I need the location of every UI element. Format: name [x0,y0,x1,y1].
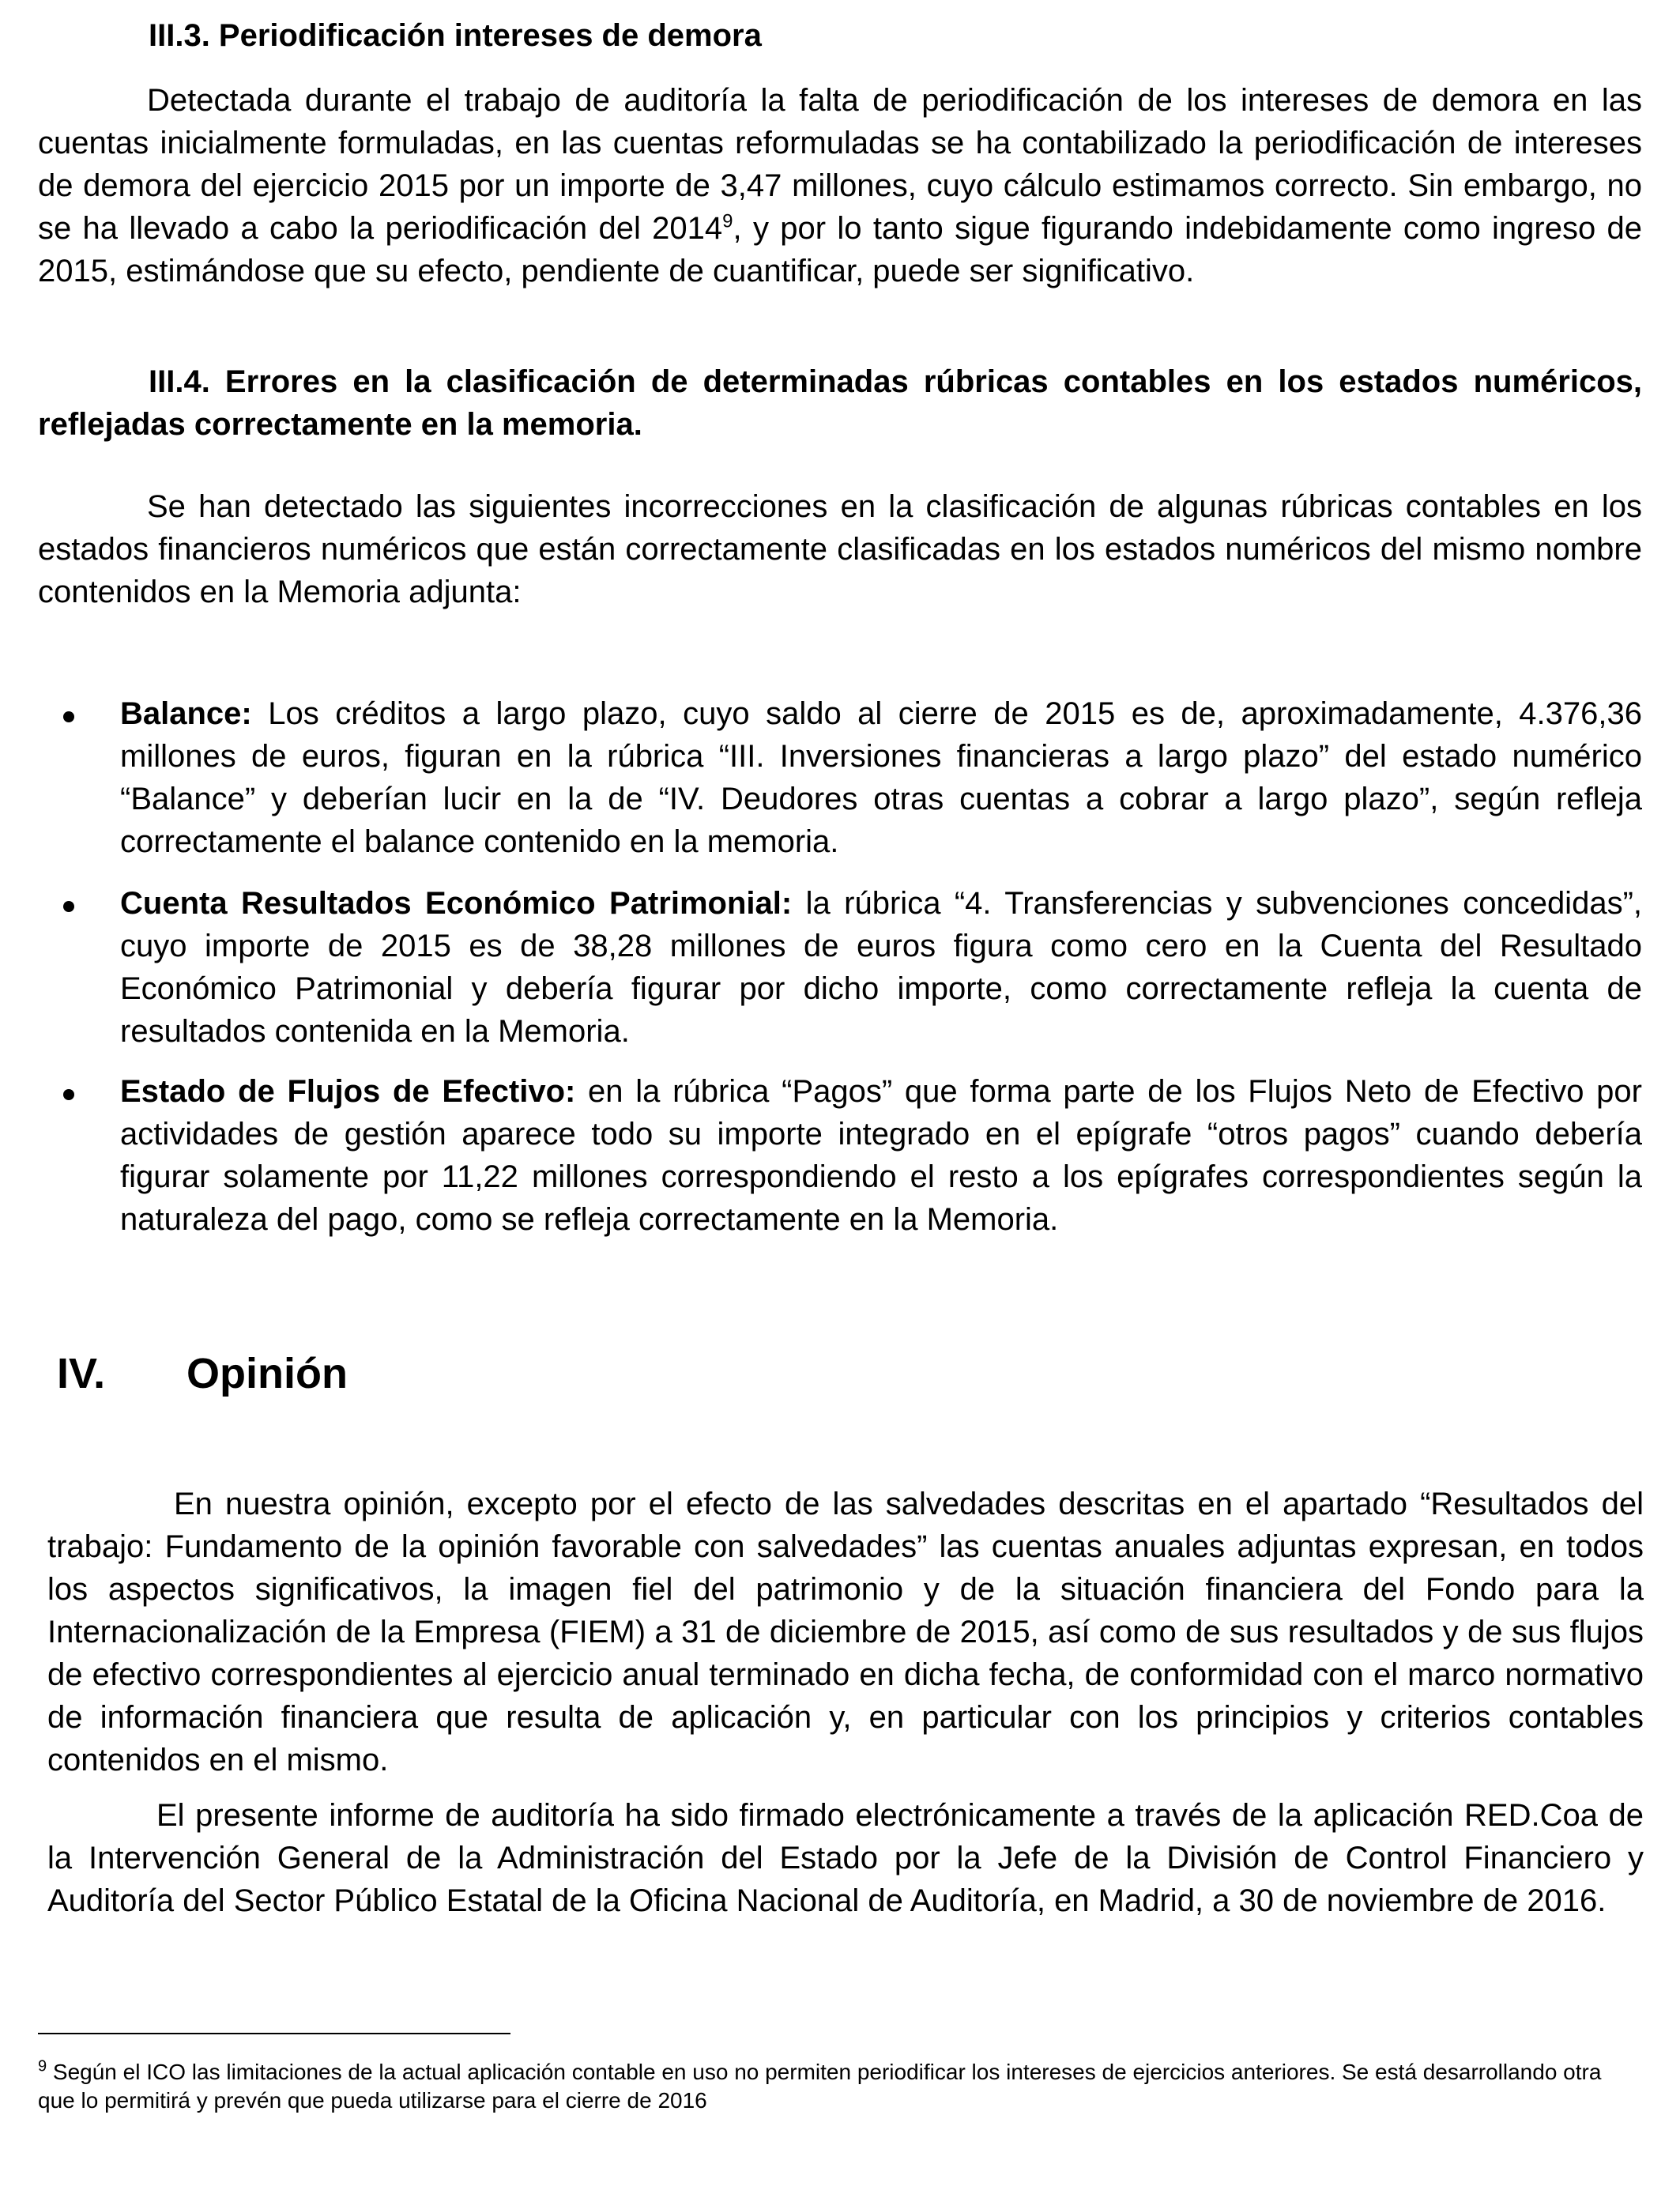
list-item-label: Balance: [120,696,252,731]
footnote-separator [38,2033,510,2034]
section-3-3-heading: III.3. Periodificación intereses de demora [149,18,762,53]
bullet-icon [63,711,74,722]
opinion-paragraph: En nuestra opinión, excepto por el efecto de las salvedades descritas en el apartado “Resultados del trabajo: Fundamento de la opinión favorable con salvedades” las cuentas anuales adjuntas expresan, en todos los aspectos significativos, la imagen fiel del patrimonio y de la situación financiera del Fondo para la Internacionalización de la Empresa (FIEM) a 31 de diciembre de 2015, así como de sus resultados y de sus flujos de efectivo correspondientes al ejercicio anual terminado en dicha fecha, de conformidad con el marco normativo de información financiera que resulta de aplicación y, en particular con los principios y criterios contables contenidos en el mismo. [47,1487,1644,1777]
footnote-number: 9 [38,2057,47,2075]
section-3-3-text-part1: Detectada durante el trabajo de auditoría la falta de periodificación de los intereses de demora en las cuentas inicialmente formuladas, en las cuentas reformuladas se ha contabilizado la periodificación de intereses de demora del ejercicio 2015 por un importe de 3,47 millones, cuyo cálculo estimamos correcto. Sin embargo, no se ha llevado a cabo la periodificación del 2014 [38,83,1642,246]
list-item-text [120,882,1642,1053]
list-item-body: Los créditos a largo plazo, cuyo saldo al cierre de 2015 es de, aproximadamente, 4.376,36 millones de euros, figuran en la rúbrica “III. Inversiones financieras a largo plazo” del estado numérico “Balance” y deberían lucir en la de “IV. Deudores otras cuentas a cobrar a largo plazo”, según refleja correctamente el balance contenido en la memoria. [120,696,1642,859]
section-number: IV. [57,1350,106,1397]
list-item-body: la rúbrica “4. Transferencias y subvenciones concedidas”, cuyo importe de 2015 es de 38,28 millones de euros figura como cero en la Cuenta del Resultado Económico Patrimonial y debería figurar por dicho importe, como correctamente refleja la cuenta de resultados contenida en la Memoria. [120,886,1642,1049]
footnote-reference[interactable]: 9 [722,210,733,232]
footnote-text: Según el ICO las limitaciones de la actual aplicación contable en uso no permiten periodificar los intereses de ejercicios anteriores. Se está desarrollando otra que lo permitirá y prevén que pueda utilizarse para el cierre de 2016 [38,2060,1602,2113]
section-3-3-paragraph [38,79,1642,292]
section-3-4-intro: Se han detectado las siguientes incorrecciones en la clasificación de algunas rúbricas contables en los estados financieros numéricos que están correctamente clasificadas en los estados numéricos del mismo nombre contenidos en la Memoria adjunta: [38,489,1642,609]
footnote [38,2058,1642,2115]
list-item-text [120,692,1642,863]
list-item-label: Estado de Flujos de Efectivo: [120,1074,576,1109]
bullet-icon [63,901,74,912]
signature-paragraph: El presente informe de auditoría ha sido firmado electrónicamente a través de la aplicación RED.Coa de la Intervención General de la Administración del Estado por la Jefe de la División de Control Financiero y Auditoría del Sector Público Estatal de la Oficina Nacional de Auditoría, en Madrid, a 30 de noviembre de 2016. [47,1798,1644,1918]
section-3-4-heading: III.4. Errores en la clasificación de determinadas rúbricas contables en los estados numéricos, reflejadas correctamente en la memoria. [38,364,1642,442]
list-item-body: en la rúbrica “Pagos” que forma parte de los Flujos Neto de Efectivo por actividades de gestión aparece todo su importe integrado en el epígrafe “otros pagos” cuando debería figurar solamente por 11,22 millones correspondiendo el resto a los epígrafes correspondientes según la naturaleza del pago, como se refleja correctamente en la Memoria. [120,1074,1642,1237]
section-4-title [57,1348,348,1399]
list-item-text [120,1070,1642,1241]
bullet-icon [63,1089,74,1100]
section-3-3-text-part2: , y por lo tanto sigue figurando indebidamente como ingreso de 2015, estimándose que su efecto, pendiente de cuantificar, puede ser significativo. [38,211,1642,288]
list-item-label: Cuenta Resultados Económico Patrimonial: [120,886,793,921]
section-title-text: Opinión [186,1350,348,1397]
